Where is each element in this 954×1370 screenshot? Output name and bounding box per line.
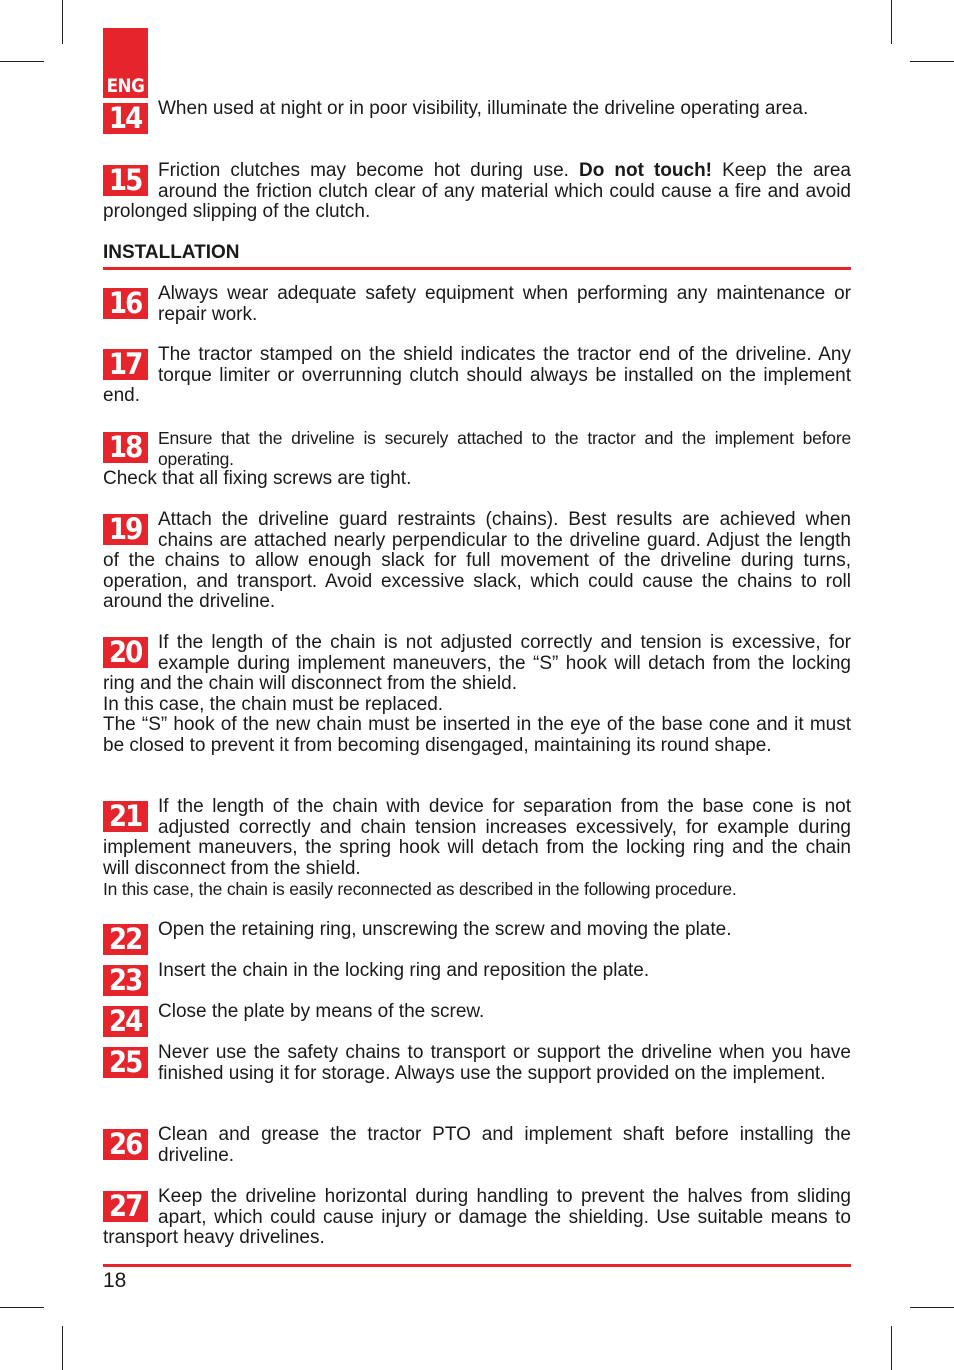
item-18: [103, 428, 851, 490]
item-21: [103, 797, 851, 900]
item-text: The tractor stamped on the shield indicates the tractor end of the driveline. Any torque limiter or overrunning clutch should always be installed on the implement end.: [103, 344, 851, 406]
item-text: Ensure that the driveline is securely attached to the tractor and the implement before operating.: [158, 428, 851, 469]
crop-mark: [0, 61, 44, 62]
item-number-badge: 22: [103, 924, 148, 955]
item-number-badge: 16: [103, 288, 148, 319]
item-number-badge: 21: [103, 801, 148, 832]
item-24: [103, 1002, 851, 1037]
item-text: Close the plate by means of the screw.: [158, 1001, 485, 1022]
item-text: Keep the driveline horizontal during handling to prevent the halves from sliding apart, which could cause injury or damage the shielding. Use suitable means to transport heavy drivelines.: [103, 1186, 851, 1248]
item-text: Insert the chain in the locking ring and reposition the plate.: [158, 960, 650, 981]
item-number-badge: 24: [103, 1006, 148, 1037]
item-text: Always wear adequate safety equipment when performing any maintenance or repair work.: [158, 283, 851, 325]
item-number-badge: 19: [103, 514, 148, 545]
item-text: If the length of the chain is not adjusted correctly and tension is excessive, for example during implement maneuvers, the “S” hook will detach from the locking ring and the chain will disconnect from the shield.: [103, 632, 851, 694]
item-text: In this case, the chain must be replaced.: [103, 693, 444, 715]
item-number-badge: 23: [103, 965, 148, 996]
item-text: Open the retaining ring, unscrewing the screw and moving the plate.: [158, 919, 732, 940]
item-text: In this case, the chain is easily reconnected as described in the following procedure.: [103, 879, 737, 899]
item-text: Clean and grease the tractor PTO and implement shaft before installing the driveline.: [158, 1124, 851, 1166]
item-number-badge: 17: [103, 349, 148, 380]
item-text: If the length of the chain with device for separation from the base cone is not adjusted correctly and chain tension increases excessively, for example during implement maneuvers, the spring hook will detach from the locking ring and the chain will disconnect from the shield.: [103, 796, 851, 879]
item-27: [103, 1187, 851, 1249]
item-text: Friction clutches may become hot during use. Do not touch! Keep the area around the friction clutch clear of any material which could cause a fire and avoid prolonged slipping of the clutch.: [103, 160, 851, 222]
page-number: 18: [103, 1269, 127, 1292]
language-label: ENG: [106, 75, 145, 97]
section-heading: INSTALLATION: [103, 242, 851, 270]
item-text: Never use the safety chains to transport or support the driveline when you have finished using it for storage. Always use the support provided on the implement.: [158, 1042, 851, 1084]
crop-mark: [891, 1326, 892, 1370]
language-tab: [103, 28, 148, 98]
item-17: [103, 345, 851, 407]
item-23: [103, 961, 851, 996]
crop-mark: [0, 1307, 44, 1308]
crop-mark: [62, 1326, 63, 1370]
item-20: [103, 633, 851, 756]
item-text: The “S” hook of the new chain must be inserted in the eye of the base cone and it must be closed to prevent it from becoming disengaged, maintaining its round shape.: [103, 714, 851, 756]
item-number-badge: 26: [103, 1129, 148, 1160]
crop-mark: [910, 1307, 954, 1308]
item-number-badge: 27: [103, 1191, 148, 1222]
item-25: [103, 1043, 851, 1084]
item-number-badge: 18: [103, 432, 148, 463]
item-16: [103, 284, 851, 325]
item-15: [103, 161, 851, 223]
item-number-badge: 25: [103, 1047, 148, 1078]
item-22: [103, 920, 851, 955]
crop-mark: [62, 0, 63, 44]
item-text: Attach the driveline guard restraints (chains). Best results are achieved when chains are attached nearly perpendicular to the driveline guard. Adjust the length of the chains to allow enough slack for full movement of the driveline during turns, operation, and transport. Avoid excessive slack, which could cause the chains to roll around the driveline.: [103, 509, 851, 612]
item-text: Check that all fixing screws are tight.: [103, 468, 412, 489]
crop-mark: [910, 61, 954, 62]
item-19: [103, 510, 851, 613]
item-26: [103, 1125, 851, 1166]
item-number-badge: 20: [103, 637, 148, 668]
item-number-badge: 14: [103, 103, 148, 134]
item-14: [103, 99, 851, 134]
warning-emphasis: Do not touch!: [579, 160, 713, 181]
item-text: When used at night or in poor visibility, illuminate the driveline operating area.: [158, 98, 809, 119]
crop-mark: [891, 0, 892, 44]
footer-rule: [103, 1264, 851, 1267]
item-number-badge: 15: [103, 165, 148, 196]
